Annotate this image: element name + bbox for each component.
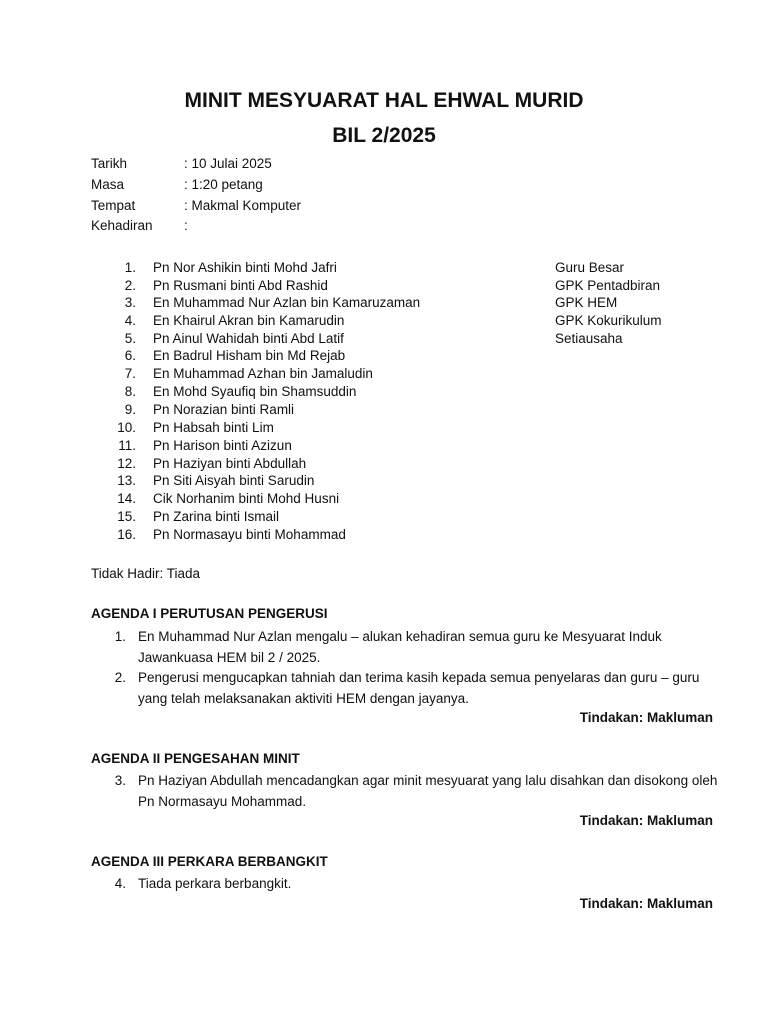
agenda-heading: AGENDA III PERKARA BERBANGKIT [91, 854, 328, 869]
attendee-role: GPK Pentadbiran [555, 278, 661, 293]
attendee-number: 13. [117, 473, 136, 488]
meta-value: : Makmal Komputer [184, 198, 302, 213]
item-number: 1. [114, 629, 126, 644]
meta-label: Kehadiran [91, 218, 153, 233]
action-label: Tindakan: Makluman [579, 813, 713, 828]
attendee-row [0, 401, 768, 419]
attendee-row [0, 455, 768, 473]
attendee-name: Pn Normasayu binti Mohammad [153, 527, 346, 542]
attendee-row [0, 490, 768, 508]
action-label: Tindakan: Makluman [579, 710, 713, 725]
attendee-name: Pn Habsah binti Lim [153, 420, 274, 435]
item-text: En Muhammad Nur Azlan mengalu – alukan kehadiran semua guru ke Mesyuarat Induk Jawankuasa HEM bil 2 / 2025. [138, 629, 662, 665]
attendee-number: 9. [124, 402, 136, 417]
attendee-number: 6. [124, 348, 136, 363]
attendee-number: 5. [124, 331, 136, 346]
item-text: Pengerusi mengucapkan tahniah dan terima kasih kepada semua penyelaras dan guru – guru yang telah melaksanakan aktiviti HEM dengan jayanya. [138, 670, 700, 706]
attendee-number: 7. [124, 366, 136, 381]
agenda-heading: AGENDA I PERUTUSAN PENGERUSI [91, 606, 328, 621]
agenda-heading: AGENDA II PENGESAHAN MINIT [91, 751, 300, 766]
attendee-row [0, 347, 768, 365]
attendee-number: 15. [117, 509, 136, 524]
attendee-number: 16. [117, 527, 136, 542]
attendee-name: Pn Harison binti Azizun [153, 438, 292, 453]
attendee-number: 3. [124, 295, 136, 310]
meta-label: Tarikh [91, 156, 128, 171]
document-title: MINIT MESYUARAT HAL EHWAL MURID [184, 89, 584, 112]
attendee-role: Setiausaha [555, 331, 623, 346]
attendee-number: 8. [124, 384, 136, 399]
action-label: Tindakan: Makluman [579, 896, 713, 911]
attendee-row [0, 383, 768, 401]
attendee-role: Guru Besar [555, 260, 625, 275]
attendee-number: 12. [117, 456, 136, 471]
attendee-number: 14. [117, 491, 136, 506]
attendee-row [0, 472, 768, 490]
attendee-row [0, 419, 768, 437]
attendee-row [0, 312, 768, 330]
attendee-name: En Muhammad Nur Azlan bin Kamaruzaman [153, 295, 421, 310]
attendee-row [0, 294, 768, 312]
attendee-number: 11. [118, 438, 136, 453]
attendee-name: Pn Zarina binti Ismail [153, 509, 280, 524]
attendee-number: 2. [124, 278, 136, 293]
item-number: 3. [114, 773, 126, 788]
meta-value: : [184, 218, 188, 233]
absent-note: Tidak Hadir: Tiada [91, 566, 201, 581]
item-number: 2. [114, 670, 126, 685]
attendee-number: 1. [124, 260, 136, 275]
attendee-name: En Khairul Akran bin Kamarudin [153, 313, 345, 328]
attendee-name: Pn Ainul Wahidah binti Abd Latif [153, 331, 344, 346]
attendee-name: Cik Norhanim binti Mohd Husni [153, 491, 340, 506]
attendee-row [0, 437, 768, 455]
attendee-name: Pn Rusmani binti Abd Rashid [153, 278, 328, 293]
item-number: 4. [114, 876, 126, 891]
meta-value: : 1:20 petang [184, 177, 263, 192]
attendee-role: GPK HEM [555, 295, 618, 310]
attendee-number: 4. [124, 313, 136, 328]
attendee-name: En Mohd Syaufiq bin Shamsuddin [153, 384, 357, 399]
attendee-name: Pn Haziyan binti Abdullah [153, 456, 307, 471]
meta-label: Tempat [91, 198, 136, 213]
attendee-row [0, 259, 768, 277]
meta-value: : 10 Julai 2025 [184, 156, 272, 171]
attendee-row [0, 330, 768, 348]
attendee-row [0, 277, 768, 295]
attendee-row [0, 508, 768, 526]
attendee-name: En Muhammad Azhan bin Jamaludin [153, 366, 373, 381]
attendee-role: GPK Kokurikulum [555, 313, 662, 328]
attendee-name: Pn Norazian binti Ramli [153, 402, 295, 417]
meta-label: Masa [91, 177, 125, 192]
item-text: Tiada perkara berbangkit. [138, 876, 292, 891]
attendee-number: 10. [117, 420, 136, 435]
document-subtitle: BIL 2/2025 [332, 124, 436, 147]
attendee-name: En Badrul Hisham bin Md Rejab [153, 348, 346, 363]
item-text: Pn Haziyan Abdullah mencadangkan agar minit mesyuarat yang lalu disahkan dan disokong oleh Pn Normasayu Mohammad. [138, 773, 718, 809]
attendee-row [0, 365, 768, 383]
attendee-row [0, 526, 768, 544]
attendee-name: Pn Nor Ashikin binti Mohd Jafri [153, 260, 337, 275]
attendee-name: Pn Siti Aisyah binti Sarudin [153, 473, 315, 488]
